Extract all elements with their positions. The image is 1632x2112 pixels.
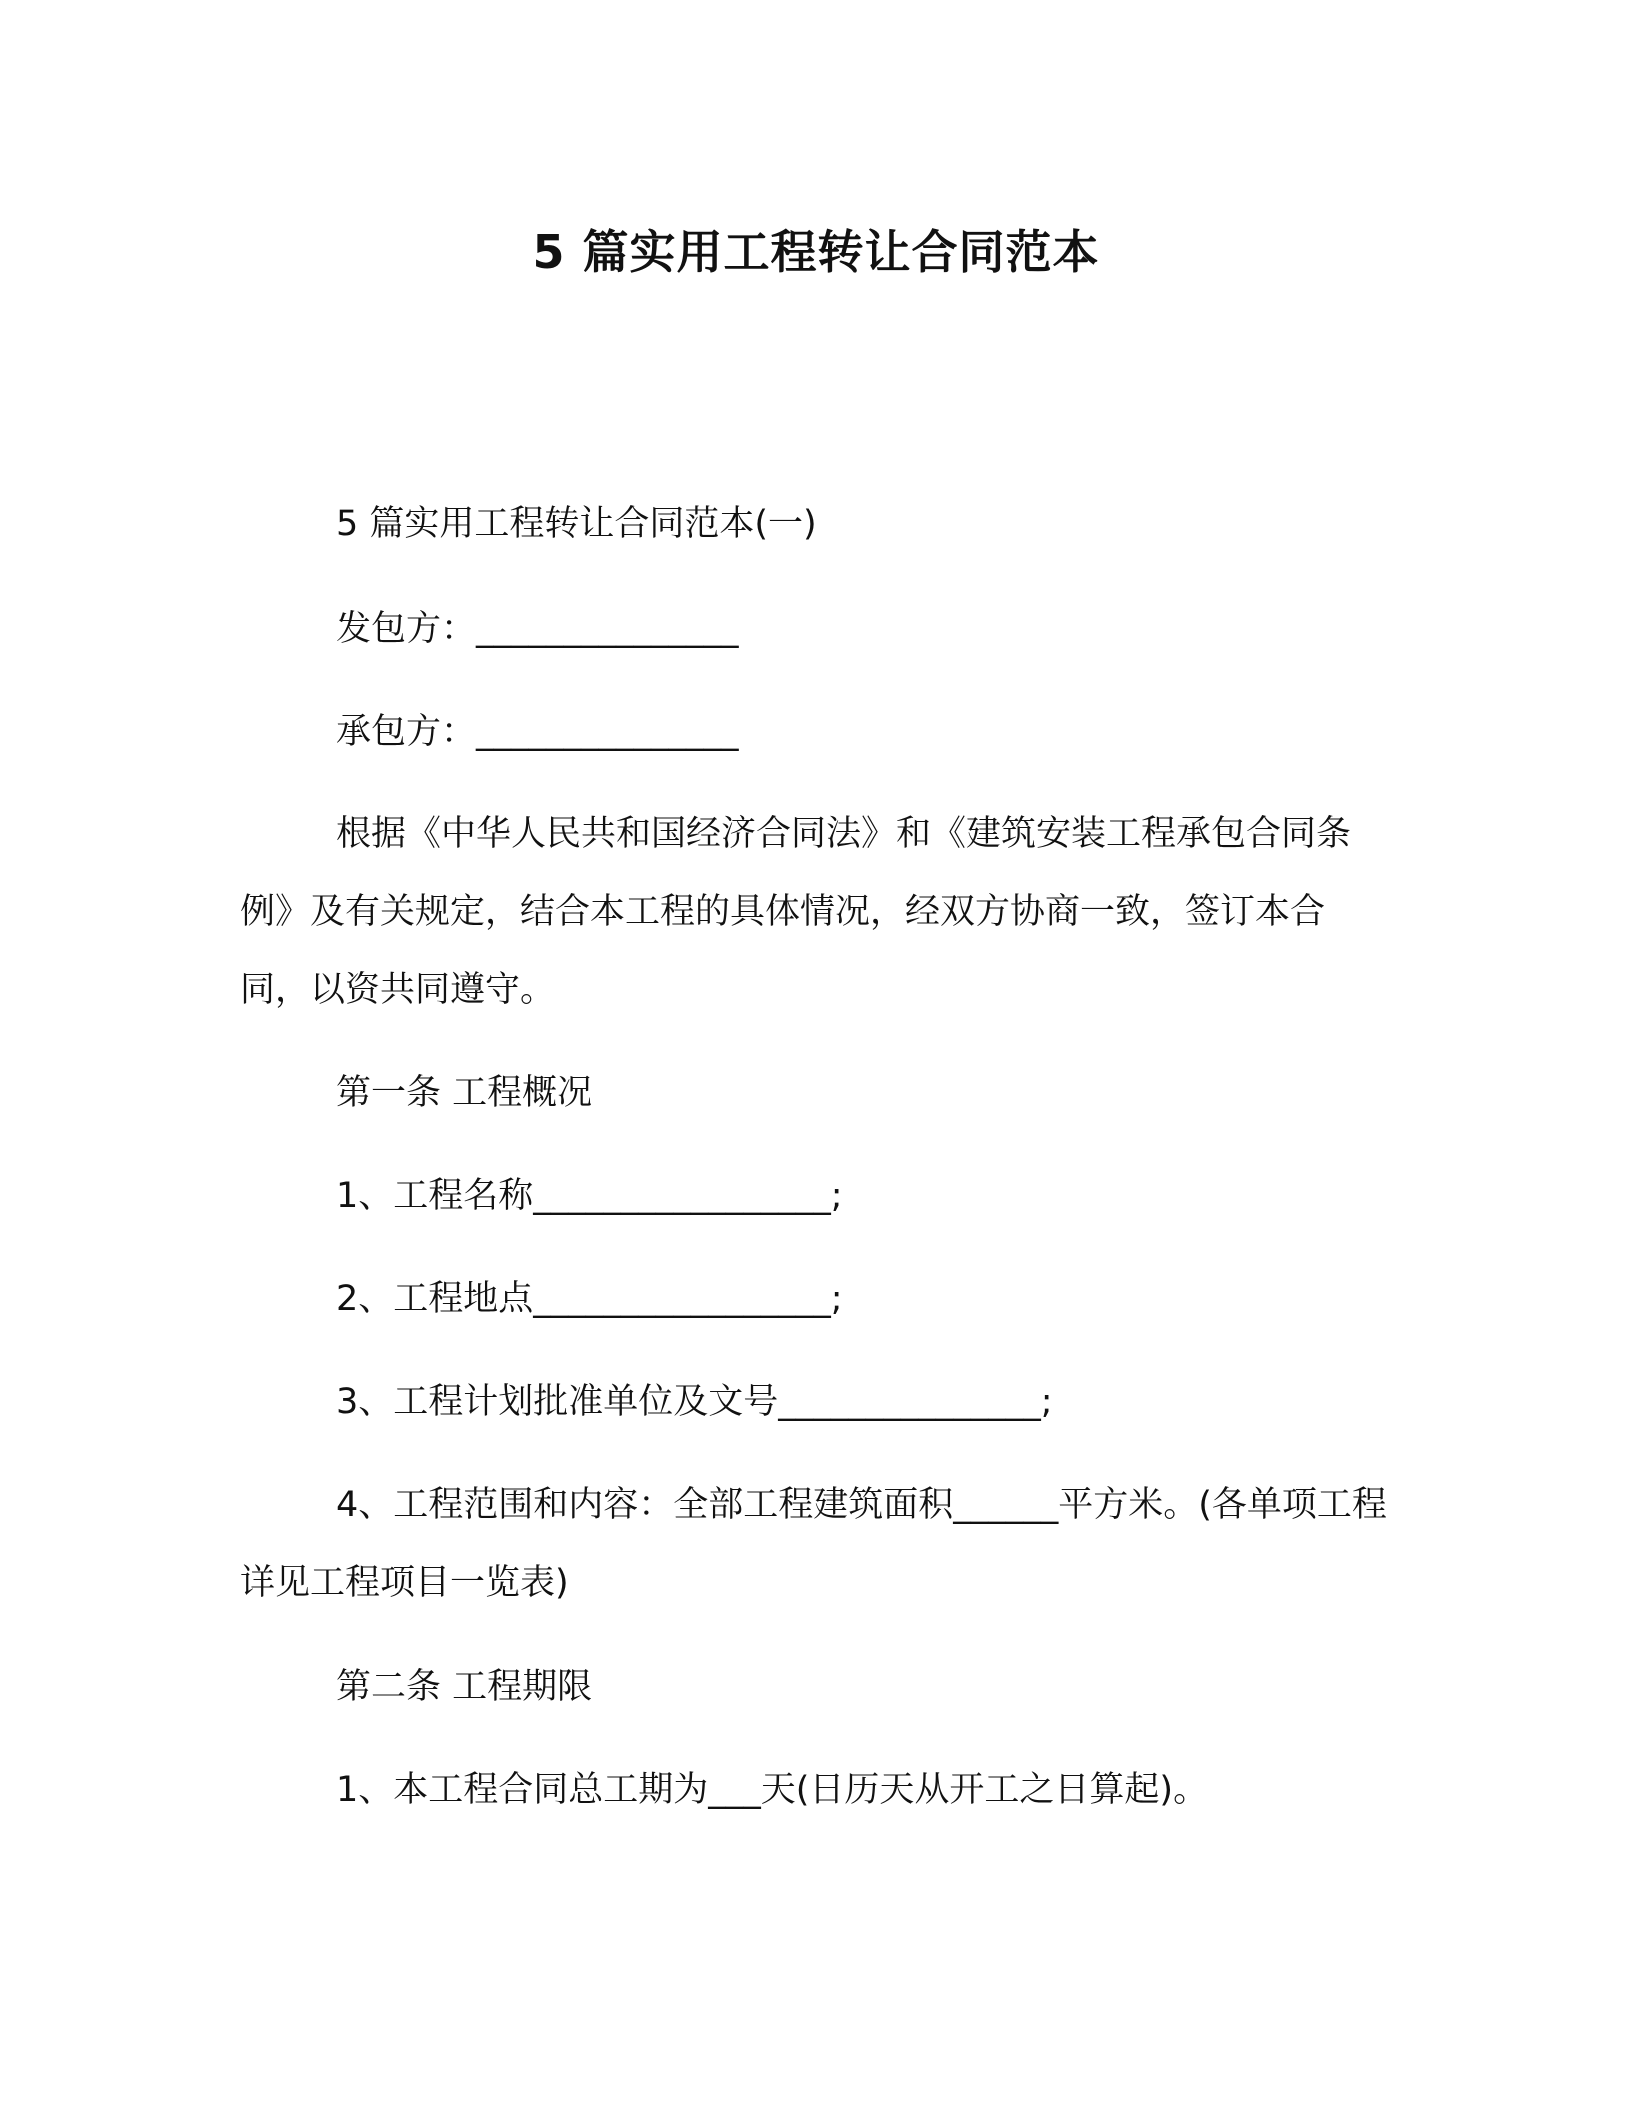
article-heading: 第一条 工程概况 xyxy=(336,1073,593,1113)
list-item: 3、工程计划批准单位及文号_______________; xyxy=(336,1382,1053,1422)
list-item: 4、工程范围和内容：全部工程建筑面积______平方米。(各单项工程详见工程项目一览表) xyxy=(240,1485,1387,1603)
contractor-field: 承包方：_______________ xyxy=(336,712,739,752)
article-heading: 第二条 工程期限 xyxy=(336,1667,593,1707)
list-item: 2、工程地点_________________; xyxy=(336,1279,843,1319)
list-item: 1、工程名称_________________; xyxy=(336,1176,843,1216)
section-heading: 5 篇实用工程转让合同范本(一) xyxy=(336,504,817,544)
employer-field: 发包方：_______________ xyxy=(336,609,739,649)
preamble-paragraph: 根据《中华人民共和国经济合同法》和《建筑安装工程承包合同条例》及有关规定，结合本工程的具体情况，经双方协商一致，签订本合同，以资共同遵守。 xyxy=(240,814,1352,1010)
document-title: 5 篇实用工程转让合同范本 xyxy=(532,225,1100,279)
list-item: 1、本工程合同总工期为___天(日历天从开工之日算起)。 xyxy=(336,1770,1209,1810)
